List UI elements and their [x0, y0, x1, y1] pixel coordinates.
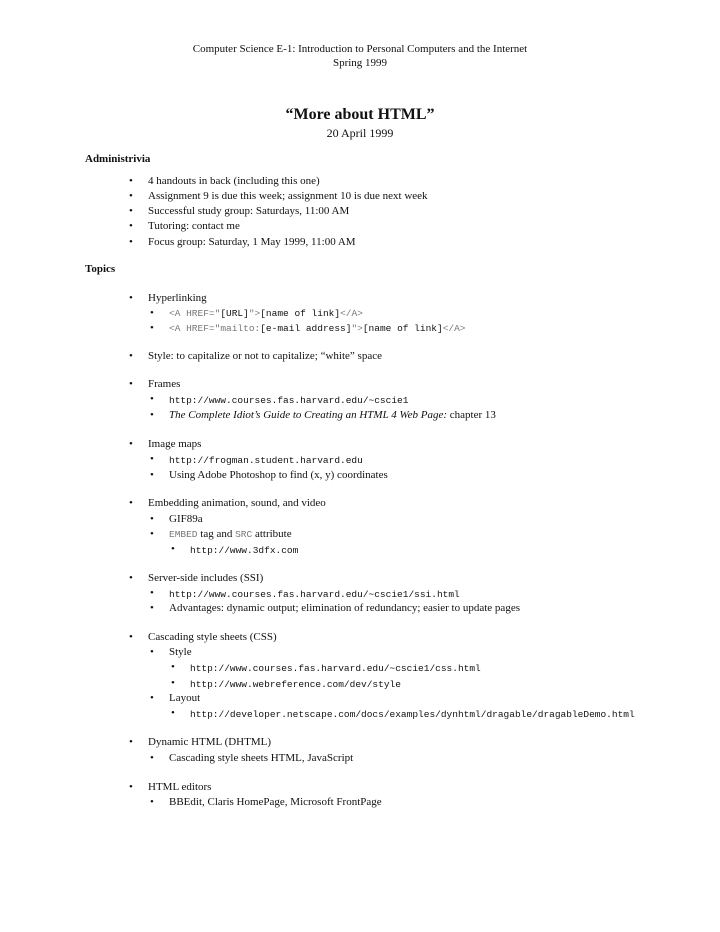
bullet: • [129, 736, 133, 748]
dhtml-sub: Cascading style sheets HTML, JavaScript [169, 752, 354, 764]
bullet: • [171, 707, 175, 719]
anchor-code-mailto: <A HREF="mailto:[e-mail address]">[name of link]</A> [169, 323, 466, 334]
topics-heading: Topics [85, 263, 116, 275]
bullet: • [129, 175, 133, 187]
css-layout: Layout [169, 692, 201, 704]
bullet: • [150, 322, 154, 334]
bullet: • [129, 438, 133, 450]
bullet: • [150, 453, 154, 465]
editors-sub: BBEdit, Claris HomePage, Microsoft FrontPage [169, 796, 382, 808]
topic-embedding: Embedding animation, sound, and video [148, 497, 326, 509]
bullet: • [129, 190, 133, 202]
image-maps-url[interactable]: http://frogman.student.harvard.edu [169, 455, 363, 466]
admin-item: Successful study group: Saturdays, 11:00 AM [148, 205, 350, 217]
bullet: • [129, 781, 133, 793]
bullet: • [150, 513, 154, 525]
bullet: • [150, 528, 154, 540]
topic-css: Cascading style sheets (CSS) [148, 631, 277, 643]
photoshop-note: Using Adobe Photoshop to find (x, y) coordinates [169, 469, 388, 481]
bullet: • [171, 661, 175, 673]
topic-style: Style: to capitalize or not to capitalize; “white” space [148, 350, 382, 362]
bullet: • [150, 409, 154, 421]
topic-image-maps: Image maps [148, 438, 202, 450]
topic-dhtml: Dynamic HTML (DHTML) [148, 736, 272, 748]
bullet: • [150, 307, 154, 319]
topic-ssi: Server-side includes (SSI) [148, 572, 264, 584]
bullet: • [129, 497, 133, 509]
frames-url[interactable]: http://www.courses.fas.harvard.edu/~cscie1 [169, 395, 409, 406]
ssi-advantages: Advantages: dynamic output; elimination of redundancy; easier to update pages [169, 602, 520, 614]
css-url-3[interactable]: http://developer.netscape.com/docs/examples/dynhtml/dragable/dragableDemo.html [190, 709, 635, 720]
bullet: • [129, 236, 133, 248]
bullet: • [150, 602, 154, 614]
3dfx-url[interactable]: http://www.3dfx.com [190, 545, 299, 556]
bullet: • [150, 393, 154, 405]
topic-frames: Frames [148, 378, 181, 390]
css-url-2[interactable]: http://www.webreference.com/dev/style [190, 679, 401, 690]
bullet: • [150, 752, 154, 764]
bullet: • [129, 572, 133, 584]
bullet: • [129, 292, 133, 304]
ssi-url[interactable]: http://www.courses.fas.harvard.edu/~cscie1/ssi.html [169, 589, 460, 600]
embed-tag-note: EMBED tag and SRC attribute [169, 528, 292, 540]
bullet: • [150, 646, 154, 658]
bullet: • [129, 350, 133, 362]
frames-book: The Complete Idiot’s Guide to Creating an HTML 4 Web Page: chapter 13 [169, 409, 496, 421]
css-style: Style [169, 646, 192, 658]
gif89a: GIF89a [169, 513, 203, 525]
course-title: Computer Science E-1: Introduction to Personal Computers and the Internet [192, 43, 528, 55]
admin-item: Tutoring: contact me [148, 220, 240, 232]
course-header [0, 42, 720, 70]
bullet: • [150, 796, 154, 808]
course-term: Spring 1999 [332, 57, 388, 69]
bullet: • [150, 692, 154, 704]
bullet: • [129, 220, 133, 232]
bullet: • [171, 677, 175, 689]
admin-item: Focus group: Saturday, 1 May 1999, 11:00 AM [148, 236, 356, 248]
bullet: • [129, 631, 133, 643]
bullet: • [150, 587, 154, 599]
bullet: • [171, 543, 175, 555]
topic-editors: HTML editors [148, 781, 212, 793]
admin-item: Assignment 9 is due this week; assignment 10 is due next week [148, 190, 428, 202]
anchor-code-url: <A HREF="[URL]">[name of link]</A> [169, 308, 363, 319]
bullet: • [129, 205, 133, 217]
admin-item: 4 handouts in back (including this one) [148, 175, 320, 187]
administrivia-heading: Administrivia [85, 153, 151, 165]
bullet: • [129, 378, 133, 390]
topic-hyperlinking: Hyperlinking [148, 292, 207, 304]
lecture-title: “More about HTML” [285, 106, 435, 123]
bullet: • [150, 469, 154, 481]
lecture-date: 20 April 1999 [326, 126, 394, 140]
css-url-1[interactable]: http://www.courses.fas.harvard.edu/~cscie1/css.html [190, 663, 481, 674]
